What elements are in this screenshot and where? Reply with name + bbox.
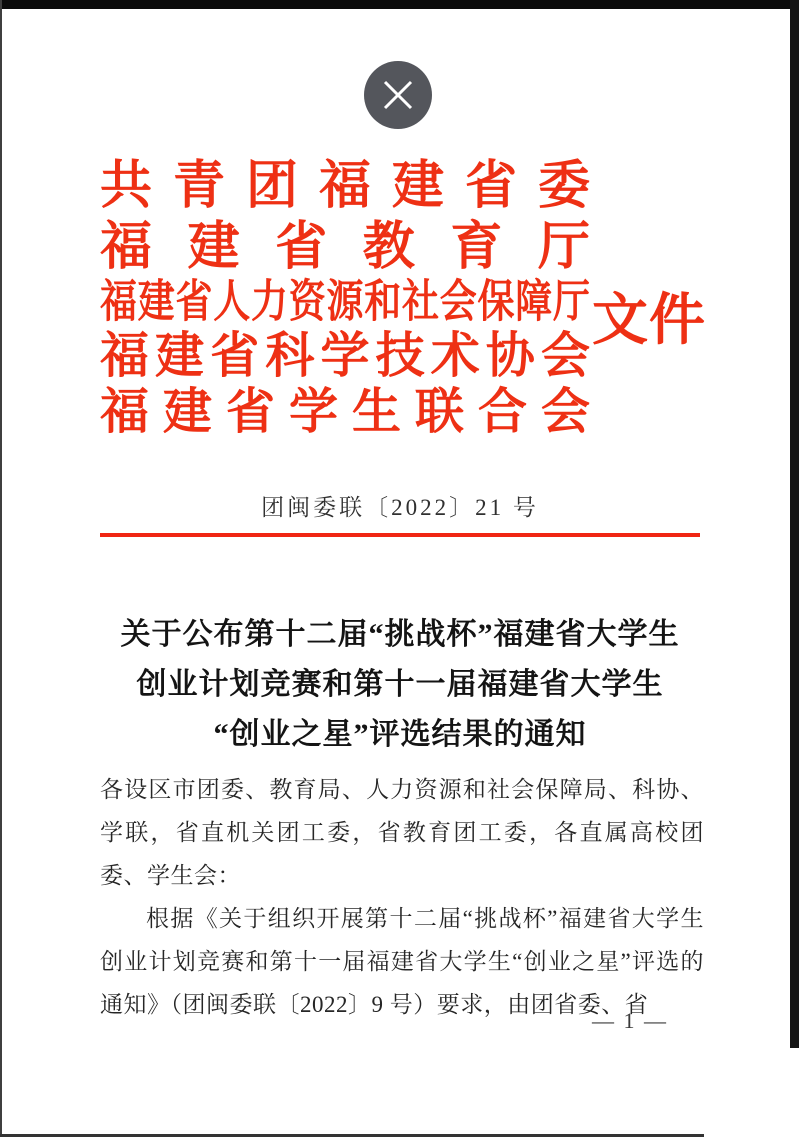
doc-number: 团闽委联〔2022〕21 号 bbox=[261, 495, 539, 520]
salutation-paragraph: 各设区市团委、教育局、人力资源和社会保障局、科协、学联，省直机关团工委，省教育团工委，各直属高校团委、学生会： bbox=[100, 777, 704, 888]
letterhead-org-names bbox=[100, 156, 590, 440]
org-name-line: 共青团福建省委 bbox=[100, 158, 590, 215]
doc-type-label: 文件 bbox=[592, 290, 706, 352]
org-name-line: 福建省教育厅 bbox=[100, 219, 590, 276]
document-title bbox=[80, 610, 720, 760]
org-name-line: 福建省学生联合会 bbox=[100, 384, 590, 439]
document-title-line: 关于公布第十二届“挑战杯”福建省大学生 bbox=[120, 618, 680, 651]
scan-edge-right bbox=[790, 0, 799, 1048]
scan-edge-left bbox=[0, 0, 2, 1137]
org-name-line: 福建省人力资源和社会保障厅 bbox=[100, 277, 590, 328]
page-number: — 1 — bbox=[592, 1008, 668, 1033]
body-paragraph: 根据《关于组织开展第十二届“挑战杯”福建省大学生创业计划竞赛和第十一届福建省大学生“创业之星”评选的通知》（团闽委联〔2022〕9 号）要求，由团省委、省 bbox=[100, 906, 704, 1017]
document-title-line: “创业之星”评选结果的通知 bbox=[213, 718, 587, 751]
document-title-line: 创业计划竞赛和第十一届福建省大学生 bbox=[136, 668, 664, 701]
scan-edge-top bbox=[0, 0, 799, 9]
x-icon bbox=[381, 78, 415, 112]
org-name-line: 福建省科学技术协会 bbox=[100, 328, 590, 383]
document-body bbox=[100, 768, 704, 1026]
broken-image-placeholder bbox=[364, 61, 432, 129]
letterhead-red-rule bbox=[100, 533, 700, 537]
